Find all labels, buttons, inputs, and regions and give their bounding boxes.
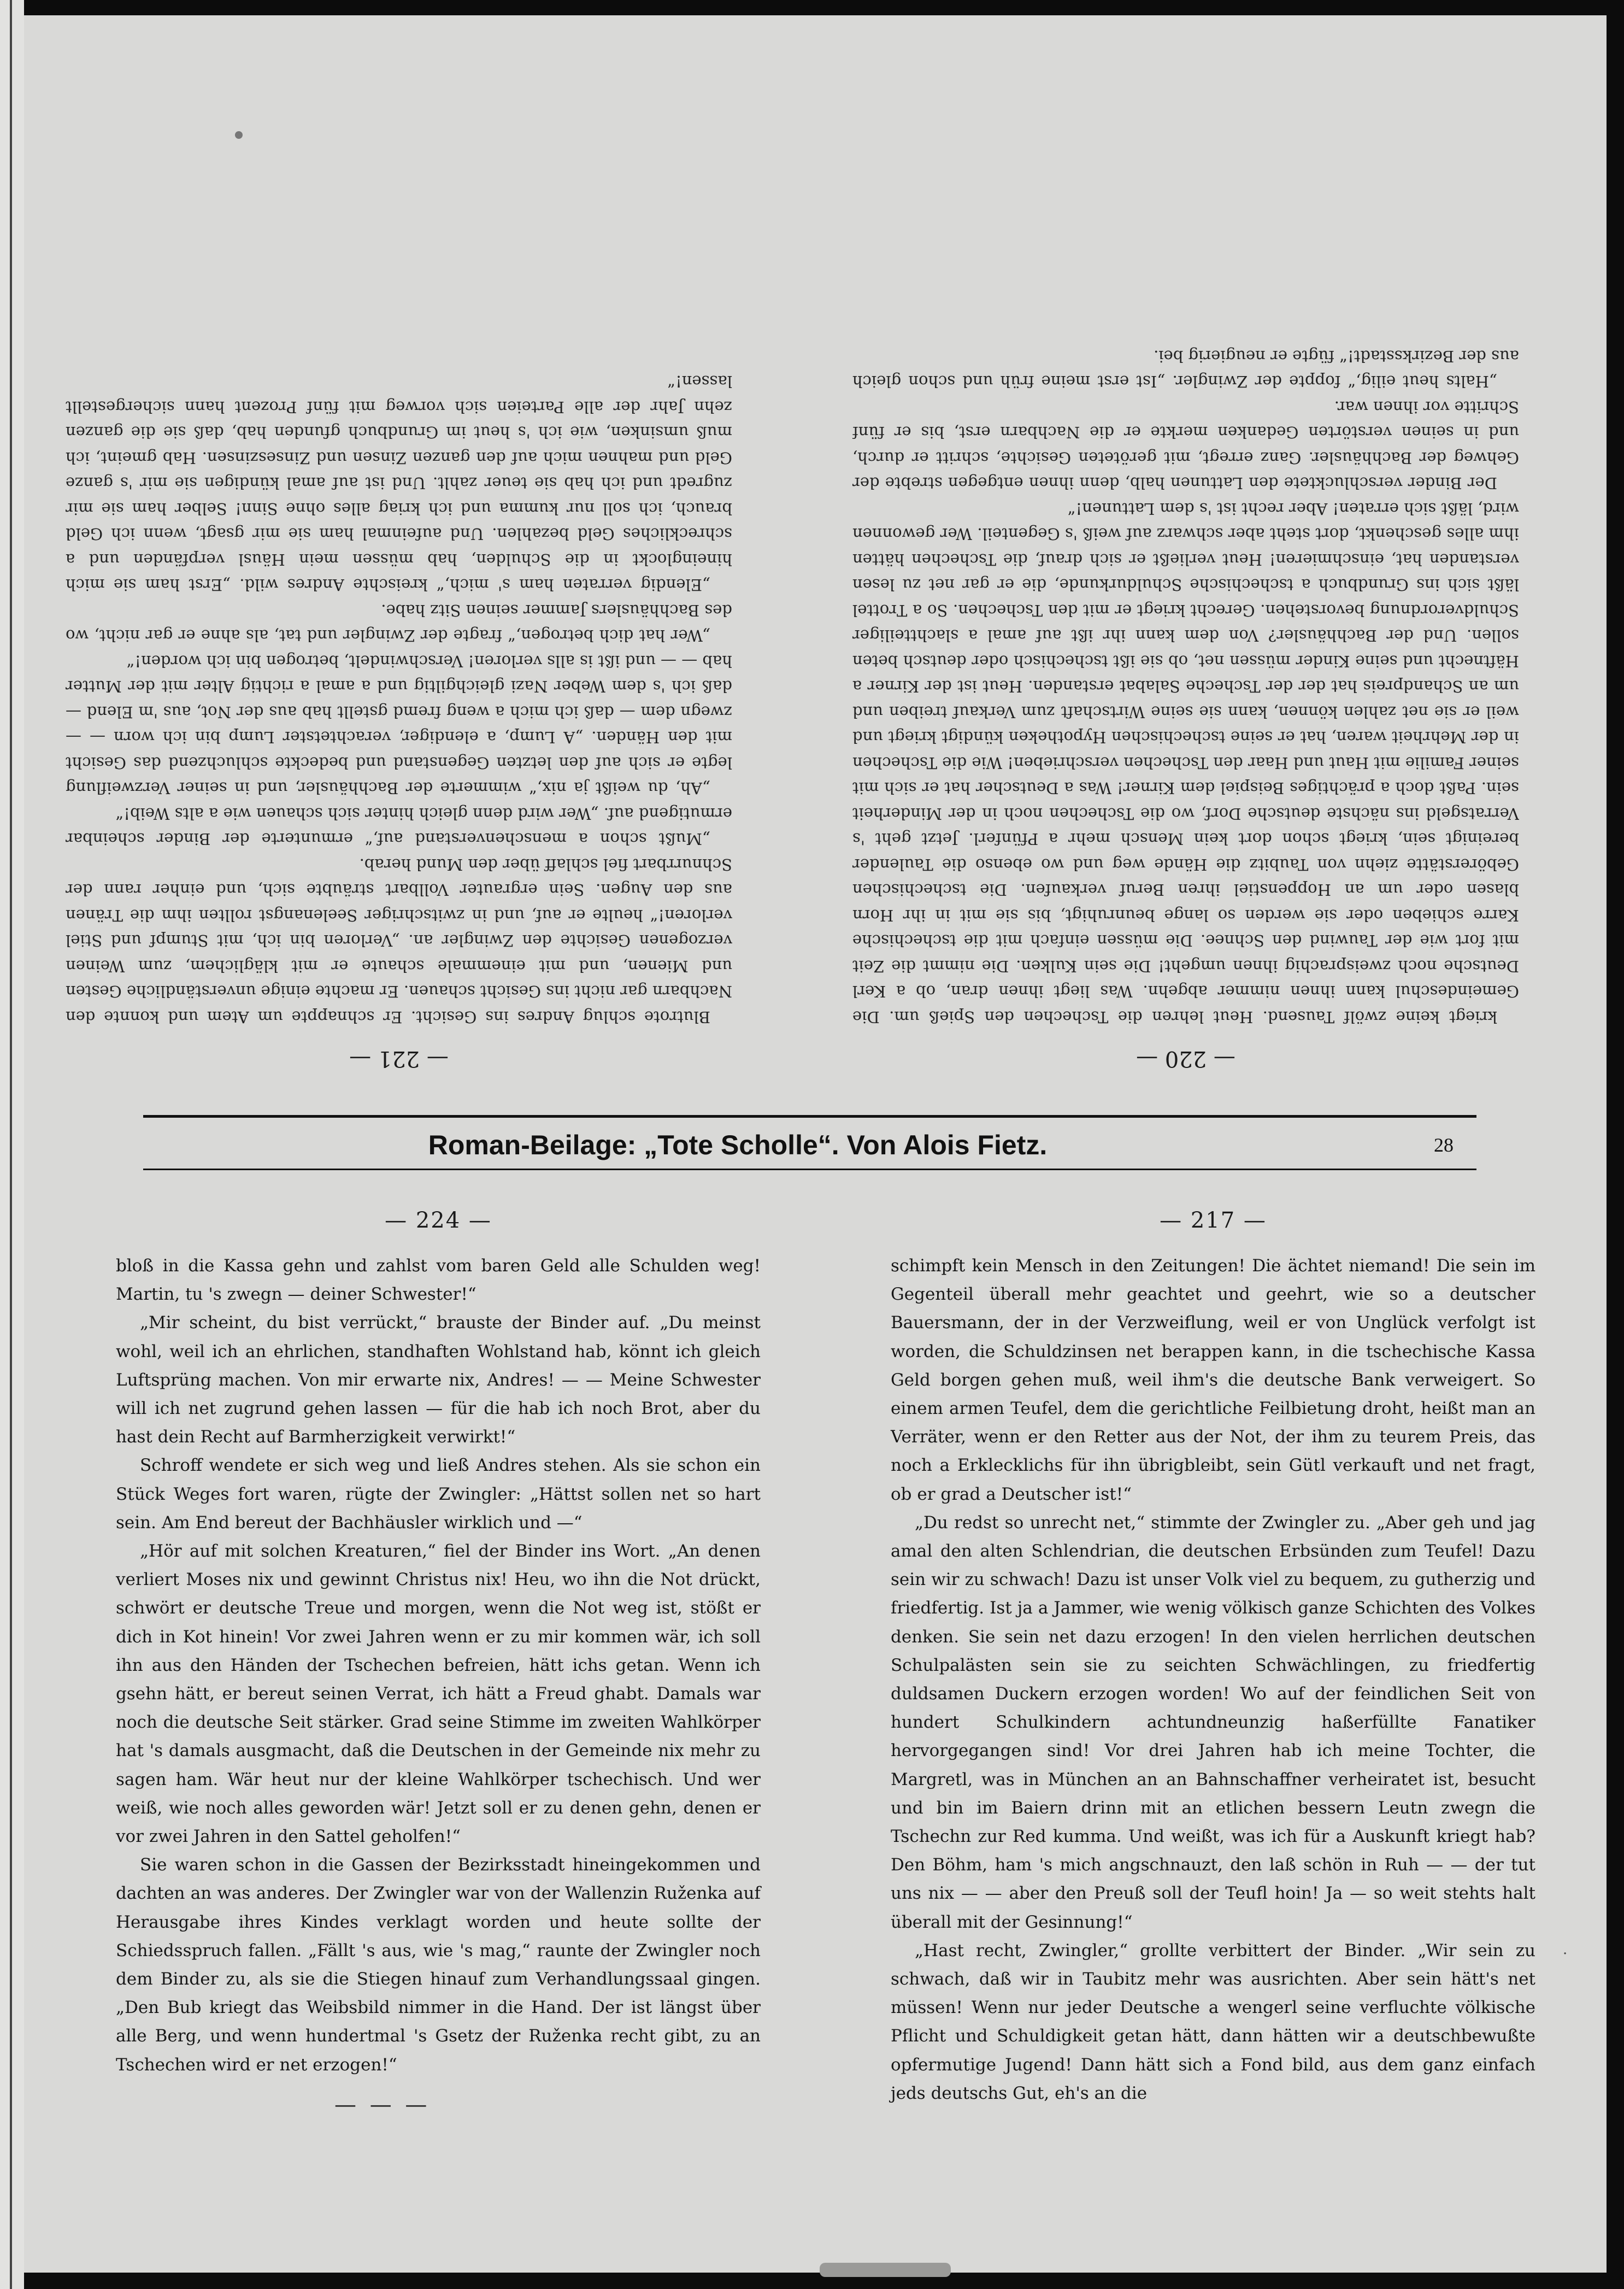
paragraph: „Ah, du weißt ja nix,“ wimmerte der Bachhäusler, und in seiner Verzweiflung legte er sich auf den letzten Gegenstand und bedeckte schluchzend das Gesicht mit den Händen. „A Lump, a elendiger, verachtetster Lump bin ich worn — — zwegn dem — daß ich mich a weng fremd gstellt hab aus der Not, aus 'm Elend — daß ich 's dem Weber Nazi gleichgiltig und a amal a richtig Alter mit der Mutter hab — — und ißt is alls verloren! Verschwindelt, betrogen bin ich worden!“ bbox=[66, 652, 732, 798]
binding-line bbox=[10, 0, 12, 2289]
paragraph: „Wer hat dich betrogen,“ fragte der Zwingler und tat, als ahne er gar nicht, wo des Bachhäuslers Jammer seinen Sitz habe. bbox=[66, 601, 732, 645]
ink-smudge bbox=[235, 131, 243, 139]
page-224-column bbox=[116, 1208, 761, 2117]
ink-smudge bbox=[820, 2263, 951, 2277]
paragraph: Blutrote schlug Andres ins Gesicht. Er schnappte um Atem und konnte den Nachbarn gar nicht ins Gesicht schauen. Er machte einige unverständliche Gesten und Mienen, und mit einemmale schaute er mit kläglichem, zum Weinen verzogenen Gesichte den Zwingler an. „Verloren bin ich, mit Stumpf und Stiel verloren!“ heulte er auf, und in zwitschriger Seelenangst rollten ihm die Tränen aus den Augen. Sein ergrauter Vollbart sträubte sich, und einher rann der Schnurrbart fiel schlaff über den Mund herab. bbox=[66, 855, 732, 1026]
paragraph: „Hör auf mit solchen Kreaturen,“ fiel der Binder ins Wort. „An denen verliert Moses nix und gewinnt Christus nix! Heu, wo ihn die Not drückt, schwört er deutsche Treue und morgen, wenn die Not weg ist, stößt er dich in Kot hinein! Vor zwei Jahren wenn er zu mir kommen wär, ich soll ihn aus den Händen der Tschechen befreien, hätt ichs getan. Wenn ich gsehn hätt, er bereut seinen Verrat, ich hätt a Freud ghabt. Damals war noch die deutsche Seit stärker. Grad seine Stimme im zweiten Wahlkörper hat 's damals ausgmacht, daß die Deutschen in der Gemeinde nix mehr zu sagen ham. Wär heut nur der kleine Wahlkörper tschechisch. Und wer weiß, wie noch alles geworden wär! Jetzt soll er zu denen gehn, denen er vor zwei Jahren in den Sattel geholfen!“ bbox=[116, 1541, 761, 1847]
end-ornament: — — — bbox=[334, 2092, 431, 2117]
header-rule-bottom bbox=[143, 1169, 1476, 1170]
page-number: — 220 — bbox=[1136, 1046, 1235, 1071]
page-number: — 224 — bbox=[385, 1208, 492, 1233]
paragraph: „Halts heut eilig,“ foppte der Zwingler. „Ist erst meine früh und schon gleich aus der Bezirksstadt!“ fügte er neugierig bei. bbox=[852, 347, 1519, 391]
paragraph: „Mir scheint, du bist verrückt,“ brauste der Binder auf. „Du meinst wohl, weil ich an ehrlichen, standhaften Wohlstand hab, könnt ich gleich Luftsprüng machen. Von mir erwarte nix, Andres! — — Meine Schwester will ich net zugrund gehen lassen — für die hab ich noch Brot, aber du hast dein Recht auf Barmherzigkeit verwirkt!“ bbox=[116, 1313, 761, 1447]
page-number: — 221 — bbox=[349, 1046, 449, 1071]
paragraph: „Elendig verraten ham s' mich,“ kreischte Andres wild. „Erst ham sie mich hineinglockt in die Schulden, hab müssen mein Häusl verpfänden und a schreckliches Geld bezahlen. Und aufeinmal ham sie mir gsagt, wenn ich Geld brauch, ich soll nur kumma und ich kriag alles ohne Sinn! Selber ham sie mir zugredt und ich hab sie teuer zahlt. Und ist auf amal kündigen sie mir 's ganze Geld und mahnen mich auf den ganzen Zinsen und Zinseszinsen. Hab gmeint, ich muß umsinken, wie ich 's heut im Grundbuch gfunden hab, daß sie die ganzen zehn Jahr der alle Parteien sich vorweg mit fünf Prozent hann sichergestellt lassen!“ bbox=[66, 372, 732, 595]
page-217-column bbox=[891, 1208, 1535, 2108]
binding-edge bbox=[0, 0, 24, 2289]
upside-down-pages bbox=[66, 66, 1519, 1082]
crop-mark: · bbox=[1563, 1946, 1568, 1962]
paragraph: schimpft kein Mensch in den Zeitungen! Die ächtet niemand! Die sein im Gegenteil überall mehr geachtet und geehrt, wie so a deutscher Bauersmann, der in der Verzweiflung, weil er von Unglück verfolgt ist worden, die Schuldzinsen net berappen kann, in die tschechische Kassa Geld borgen gehen muß, weil ihm's die deutsche Bank verweigert. So einem armen Teufel, dem die gerichtliche Feilbietung droht, heißt man an Verräter, wenn er den Retter aus der Not, der ihm zu teurem Preis, das noch a Erklecklichs für ihn übrigbleibt, sein Gütl verkauft und net fragt, ob er grad a Deutscher ist!“ bbox=[891, 1256, 1535, 1504]
paragraph: „Mußt schon a menschenverstand auf,“ ermunterte der Binder scheinbar ermutigend auf. „Wer wird denn gleich hinter sich schauen wie a alts Weib!“ bbox=[66, 805, 732, 849]
paragraph: bloß in die Kassa gehn und zahlst vom baren Geld alle Schulden weg! Martin, tu 's zwegn — deiner Schwester!“ bbox=[116, 1256, 761, 1305]
header-rule-top bbox=[143, 1115, 1476, 1118]
paragraph: Sie waren schon in die Gassen der Bezirksstadt hineingekommen und dachten an was anderes. Der Zwingler war von der Wallenzin Ruženka auf Herausgabe ihres Kindes verklagt worden und heute sollte der Schiedsspruch fallen. „Fällt 's aus, wie 's mag,“ raunte der Zwingler noch dem Binder zu, als sie die Stiegen hinauf zum Verhandlungssaal gingen. „Den Bub kriegt das Weibsbild nimmer in die Hand. Der ist längst über alle Berg, und wenn hundertmal 's Gsetz der Ruženka recht gibt, zu an Tschechen wird er net erzogen!“ bbox=[116, 1855, 761, 2075]
paragraph: kriegt keine zwölf Tausend. Heut lehren die Tschechen den Spieß um. Die Gemeindeschul kann ihnen nimmer abgehn. Was liegt ihnen dran, ob a Kerl Deutsche noch zweisprachig ihnen umgeht! Die sein Kulken. Die nimmt die Zeit mit fort wie der Tauwind den Schnee. Die müssen einfach mit die tschechische Karre schieben oder sie werden so lange beunruhigt, bis sie mit in ihr Horn blasen oder um an Hoppenstiel ihren Beruf verkaufen. Die tschechischen Gebörerstätte ziehn von Taubitz die Hände weg und wo ebenso die Taulender bereinigt sein, kriegt schon dort kein Mensch mehr a Pfünferl. Jetzt geht 's Verratsgeld ins nächste deutsche Dorf, wo die Tschechen noch in der Minderheit sein. Paßt doch a prächtiges Beispiel dem Kirner! Was a Deutscher hat er sich mit seiner Familie mit Haut und Haar den Tschechen verschrieben! Wie die Tschechen in der Mehrheit waren, hat er seine tschechischen Hypotheken kündigt kriegt und weil er sie net zahlen können, kann sie seine Wirtschaft zum Verkauf treiben und um an Schandpreis hat der der Tscheche Salabat erstanden. Heut ist der Kirner a Häftnecht und seine Kinder müssen net, ob sie ißt tschechisch oder deutsch beten sollen. Und der Bachhäusler? Von dem kann ihr ißt auf amal a slachtteiliger Schuldverordnung bevorstehen. Gerecht kriegt er mit den Tschechen. So a Trottel läßt sich ins Grundbuch a tschechische Schuldurkunde, die er gar net zu lesen verstanden hat, einschmieren! Heut verließt er sich drauf, die Tschechen hätten ihm alles geschenkt, dort steht aber schwarz auf weiß 's Gegenteil. Wer gewonnen wird, läßt sich erraten! Aber recht ist 's dem Lattunen!“ bbox=[852, 500, 1519, 1026]
paragraph: „Du redst so unrecht net,“ stimmte der Zwingler zu. „Aber geh und jag amal den alten Schlendrian, die deutschen Erbsünden zum Teufel! Dazu sein wir zu schwach! Dazu ist unser Volk viel zu bequem, zu gutherzig und friedfertig. Ist ja a Jammer, wie wenig völkisch ganze Schichten des Volkes denken. Sie sein net dazu erzogen! In den vielen herrlichen deutschen Schulpalästen sein sie zu seichten Schwächlingen, zu friedfertig duldsamen Duckern erzogen worden! Wo auf der feindlichen Seit von hundert Schulkindern achtundneunzig haßerfüllte Fanatiker hervorgegangen sind! Vor drei Jahren hab ich meine Tochter, die Margretl, was in München an an Bahnschaffner verheiratet ist, besucht und bin im Baiern drinn mit an etlichen bessern Leutn zwegn die Tschechn zur Red kumma. Und weißt, was ich für a Auskunft kriegt hab? Den Böhm, ham 's mich angschnauzt, den laß schön in Ruh — — der tut uns nix — — aber den Preuß soll der Teufl hoin! Ja — so weit stehts halt überall mit der Gesinnung!“ bbox=[891, 1512, 1535, 1932]
supplement-title: Roman-Beilage: „Tote Scholle“. Von Alois Fietz. bbox=[428, 1130, 1048, 1160]
paragraph: Der Binder verschlucktete den Lattunen halb, denn ihnen entgegen strebte der Gehweg der Bachhäusler. Ganz erregt, mit geröteten Gesichte, schritt er durch, und in seinen verstörten Gedanken merkte er die Nachbarn erst, bis er fünf Schritte vor ihnen war. bbox=[852, 398, 1519, 493]
paragraph: „Hast recht, Zwingler,“ grollte verbittert der Binder. „Wir sein zu schwach, daß wir in Taubitz mehr was ausrichten. Aber sein hätt's net müssen! Wenn nur jeder Deutsche a wengerl seine verfluchte völkische Pflicht und Schuldigkeit getan hätt, dann hätten wir a deutschbewußte opfermutige Jugend! Dann hätt sich a Fond bild, aus dem ganz einfach jeds deutschs Gut, eh's an die bbox=[891, 1940, 1535, 2103]
rotated-page-220 bbox=[852, 77, 1519, 1071]
sheet-number: 28 bbox=[1434, 1134, 1454, 1156]
paragraph: Schroff wendete er sich weg und ließ Andres stehen. Als sie schon ein Stück Weges fort waren, rügte der Zwingler: „Hättst sollen net so hart sein. Am End bereut der Bachhäusler wirklich und —“ bbox=[116, 1455, 761, 1533]
rotated-page-221 bbox=[66, 77, 732, 1071]
page-number: — 217 — bbox=[1160, 1208, 1267, 1233]
